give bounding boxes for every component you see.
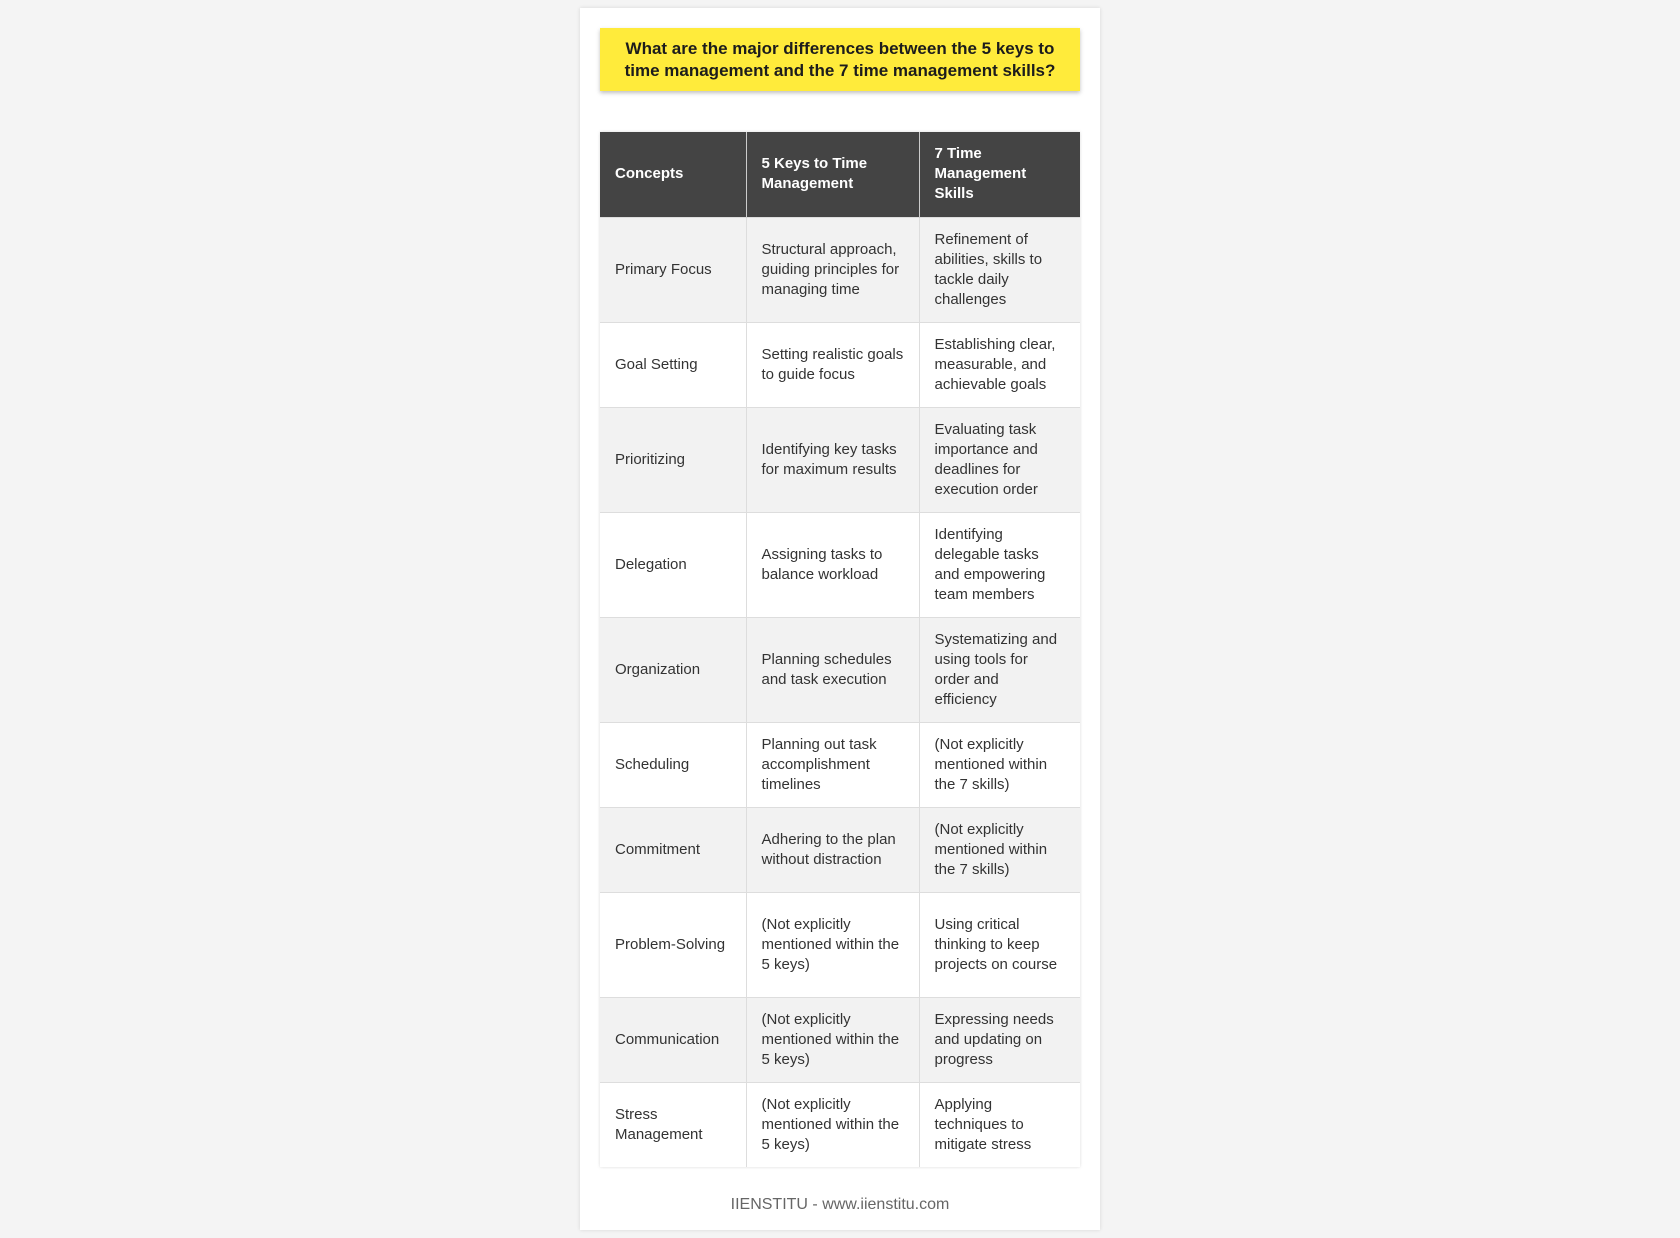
- content-card: [580, 8, 1100, 1230]
- table-cell: Stress Management: [600, 1082, 746, 1167]
- table-cell: Applying techniques to mitigate stress: [919, 1082, 1080, 1167]
- table-cell: Commitment: [600, 807, 746, 892]
- table-cell: Primary Focus: [600, 217, 746, 322]
- table-cell: Delegation: [600, 512, 746, 617]
- comparison-table: [600, 132, 1080, 1167]
- table-cell: Organization: [600, 617, 746, 722]
- table-row: [600, 512, 1080, 617]
- footer-credit: IIENSTITU - www.iienstitu.com: [730, 1196, 950, 1213]
- table-row: [600, 722, 1080, 807]
- table-row: [600, 807, 1080, 892]
- column-header-7-skills: 7 Time Management Skills: [919, 132, 1080, 217]
- table-cell: Adhering to the plan without distraction: [746, 807, 919, 892]
- table-cell: Systematizing and using tools for order and efficiency: [919, 617, 1080, 722]
- table-cell: (Not explicitly mentioned within the 5 keys): [746, 892, 919, 997]
- column-header-concepts: Concepts: [600, 132, 746, 217]
- table-cell: Planning out task accomplishment timelines: [746, 722, 919, 807]
- table-cell: Scheduling: [600, 722, 746, 807]
- table-cell: (Not explicitly mentioned within the 5 keys): [746, 997, 919, 1082]
- table-cell: (Not explicitly mentioned within the 7 skills): [919, 722, 1080, 807]
- table-cell: Assigning tasks to balance workload: [746, 512, 919, 617]
- table-cell: Expressing needs and updating on progress: [919, 997, 1080, 1082]
- table-row: [600, 217, 1080, 322]
- table-cell: Planning schedules and task execution: [746, 617, 919, 722]
- table-cell: (Not explicitly mentioned within the 5 keys): [746, 1082, 919, 1167]
- table-cell: Problem-Solving: [600, 892, 746, 997]
- table-cell: Identifying key tasks for maximum results: [746, 407, 919, 512]
- table-cell: Using critical thinking to keep projects on course: [919, 892, 1080, 997]
- table-row: [600, 892, 1080, 997]
- table-cell: Prioritizing: [600, 407, 746, 512]
- table-row: [600, 617, 1080, 722]
- table-cell: (Not explicitly mentioned within the 7 skills): [919, 807, 1080, 892]
- table-cell: Structural approach, guiding principles for managing time: [746, 217, 919, 322]
- table-cell: Refinement of abilities, skills to tackle daily challenges: [919, 217, 1080, 322]
- table-cell: Communication: [600, 997, 746, 1082]
- table-cell: Setting realistic goals to guide focus: [746, 322, 919, 407]
- table-cell: Identifying delegable tasks and empowering team members: [919, 512, 1080, 617]
- title-banner: [600, 28, 1080, 91]
- table-row: [600, 322, 1080, 407]
- table-row: [600, 407, 1080, 512]
- table-cell: Evaluating task importance and deadlines for execution order: [919, 407, 1080, 512]
- table-cell: Establishing clear, measurable, and achievable goals: [919, 322, 1080, 407]
- table-row: [600, 997, 1080, 1082]
- page-title: What are the major differences between the 5 keys to time management and the 7 time management skills?: [624, 38, 1056, 80]
- table-header-row: [600, 132, 1080, 217]
- table-row: [600, 1082, 1080, 1167]
- table-cell: Goal Setting: [600, 322, 746, 407]
- column-header-5-keys: 5 Keys to Time Management: [746, 132, 919, 217]
